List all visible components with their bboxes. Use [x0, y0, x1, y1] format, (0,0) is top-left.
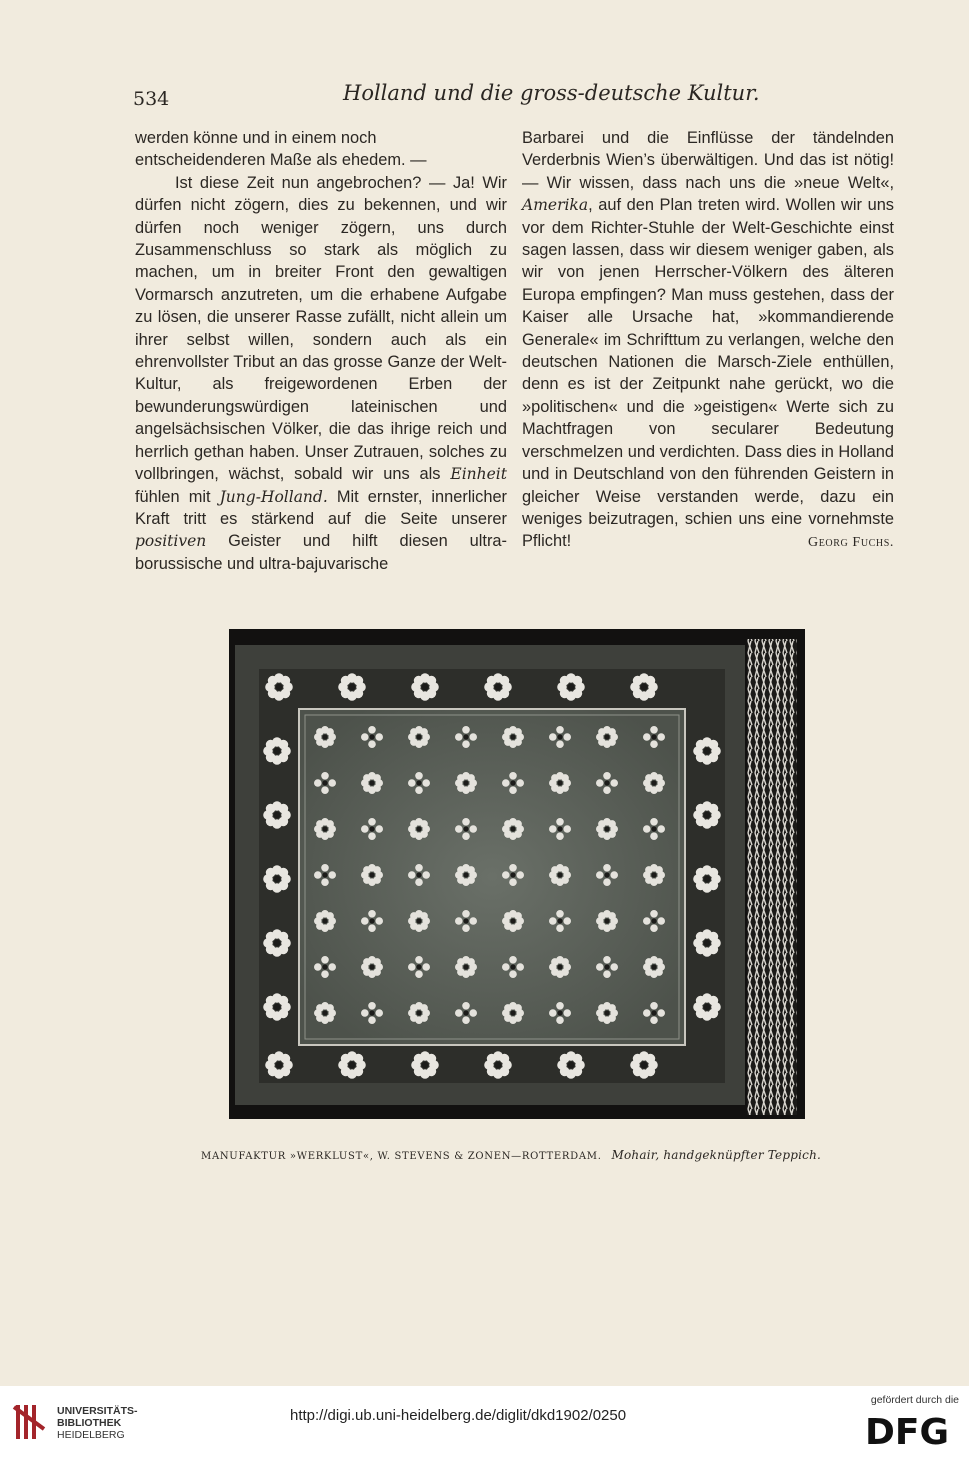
- rug-motif: [265, 1051, 293, 1079]
- rug-motif: [557, 673, 585, 701]
- rug-motif: [484, 1051, 512, 1079]
- rug-motif: [557, 1051, 585, 1079]
- emphasis-text: positiven: [135, 532, 207, 551]
- rug-motif: [693, 801, 721, 829]
- author-signature: Georg Fuchs.: [808, 535, 894, 551]
- text-run: Barbarei und die Einflüsse der tändelnden Verderbnis Wien’s überwältigen. Und das ist nötig! — Wir wissen, dass nach uns die »neue Welt«,: [522, 129, 894, 192]
- emphasis-text: Amerika: [522, 196, 589, 215]
- text-run: Ist diese Zeit nun angebrochen? — Ja! Wir dürfen nicht zögern, dies zu bekennen, und wir dürfen noch weniger zögern, uns durch Zusammenschluss so stark als möglich zu machen, um in breiter Front den gewaltigen Vormarsch anzutreten, um die erhabene Aufgabe zu lösen, die unserer Rasse zufällt, nicht allein um ihrer selbst willen, sondern auch als ein ehrenvollster Tribut an das grosse Ganze der Welt-Kultur, als freigewordenen Erben der bewunderungswürdigen lateinischen und angelsächsischen Völker, die das ihrige reich und herrlich gethan haben. Unser Zutrauen, solches zu vollbringen, wächst, sobald wir uns als: [135, 173, 507, 484]
- footer-bar: [0, 1386, 969, 1458]
- rug-motif: [361, 956, 383, 978]
- rug-motif: [265, 673, 293, 701]
- rug-motif: [630, 673, 658, 701]
- rug-motif: [643, 772, 665, 794]
- sponsor-label: gefördert durch die: [870, 1394, 959, 1406]
- rug-motif: [502, 910, 524, 932]
- left-column: [135, 127, 507, 575]
- library-name: [57, 1405, 138, 1441]
- text-run: Mit ernster, innerlicher Kraft tritt es stärkend auf die Seite unserer: [135, 487, 508, 528]
- rug-motif: [549, 772, 571, 794]
- rug-motif: [643, 956, 665, 978]
- paragraph: [522, 127, 894, 553]
- rug-motif: [338, 673, 366, 701]
- rug-motif: [411, 1051, 439, 1079]
- paragraph: [135, 172, 507, 575]
- rug-motif: [314, 818, 336, 840]
- dfg-logo-text: DFG: [865, 1412, 950, 1448]
- rug-motif: [408, 726, 430, 748]
- right-column: [522, 127, 894, 555]
- rug-motif: [361, 772, 383, 794]
- rug-motif: [693, 865, 721, 893]
- source-url-link[interactable]: http://digi.ub.uni-heidelberg.de/diglit/dkd1902/0250: [290, 1407, 627, 1424]
- rug-motif: [549, 864, 571, 886]
- paragraph: werden könne und in einem noch entscheidenderen Maße als ehedem. —: [135, 129, 427, 170]
- rug-photograph: [229, 629, 805, 1119]
- caption-text: MANUFAKTUR »WERKLUST«, W. STEVENS & ZONEN—ROTTERDAM.: [201, 1151, 602, 1162]
- text-run: , auf den Plan treten wird. Wollen wir uns vor dem Richter-Stuhle der Welt-Geschichte einst sagen lassen, dass wir diesem weniger gaben, als wir von jenen Herrscher-Völkern des älteren Europa empfingen? Man muss gestehen, dass der Kaiser alle Ursache hat, »kommandierende Generale« im Schrifttum zu verlangen, welche den deutschen Nationen die Marsch-Ziele enthüllen, denn es ist der Zeitpunkt nahe gerückt, wo die »politischen« und die »geistigen« Werte sich zu Machtfragen von secularer Bedeutung verschmelzen und verdichten. Dass dies in Holland und in Deutschland von den führenden Geistern in gleicher Weise verstanden werde, dazu ein weniges beizutragen, schien uns eine vornehmste Pflicht!: [522, 196, 894, 551]
- rug-motif: [263, 993, 291, 1021]
- running-title: Holland und die gross-deutsche Kultur.: [343, 81, 760, 105]
- rug-motif: [596, 818, 618, 840]
- text-run: Geister und hilft diesen ultra-borussische und ultra-bajuvarische: [135, 532, 507, 573]
- library-line: UNIVERSITÄTS-: [57, 1405, 138, 1417]
- rug-motif: [643, 864, 665, 886]
- rug-motif: [693, 993, 721, 1021]
- rug-image: [229, 629, 805, 1119]
- rug-motif: [630, 1051, 658, 1079]
- caption-italic: Mohair, handgeknüpfter Teppich.: [611, 1148, 822, 1162]
- rug-motif: [263, 737, 291, 765]
- rug-motif: [411, 673, 439, 701]
- rug-motif: [408, 910, 430, 932]
- rug-motif: [693, 929, 721, 957]
- emphasis-text: Jung-Holland.: [219, 487, 328, 506]
- rug-motif: [455, 864, 477, 886]
- rug-motif: [549, 956, 571, 978]
- figure-caption: [201, 1148, 881, 1162]
- rug-motif: [596, 910, 618, 932]
- rug-motif: [596, 726, 618, 748]
- rug-motif: [596, 1002, 618, 1024]
- rug-motif: [314, 726, 336, 748]
- rug-motif: [263, 801, 291, 829]
- rug-motif: [484, 673, 512, 701]
- rug-motif: [502, 818, 524, 840]
- rug-motif: [361, 864, 383, 886]
- rug-motif: [408, 818, 430, 840]
- rug-motif: [408, 1002, 430, 1024]
- rug-motif: [338, 1051, 366, 1079]
- emphasis-text: Einheit: [450, 465, 507, 484]
- rug-motif: [314, 1002, 336, 1024]
- library-line: HEIDELBERG: [57, 1429, 125, 1441]
- rug-motif: [314, 910, 336, 932]
- library-line: BIBLIOTHEK: [57, 1417, 122, 1429]
- library-logo-icon: [10, 1399, 50, 1443]
- page-number: 534: [133, 88, 170, 110]
- rug-motif: [455, 772, 477, 794]
- rug-motif: [502, 726, 524, 748]
- rug-motif: [455, 956, 477, 978]
- rug-motif: [263, 929, 291, 957]
- rug-motif: [502, 1002, 524, 1024]
- rug-motif: [263, 865, 291, 893]
- rug-motif: [693, 737, 721, 765]
- text-run: fühlen mit: [135, 487, 211, 506]
- dfg-logo: [865, 1412, 957, 1448]
